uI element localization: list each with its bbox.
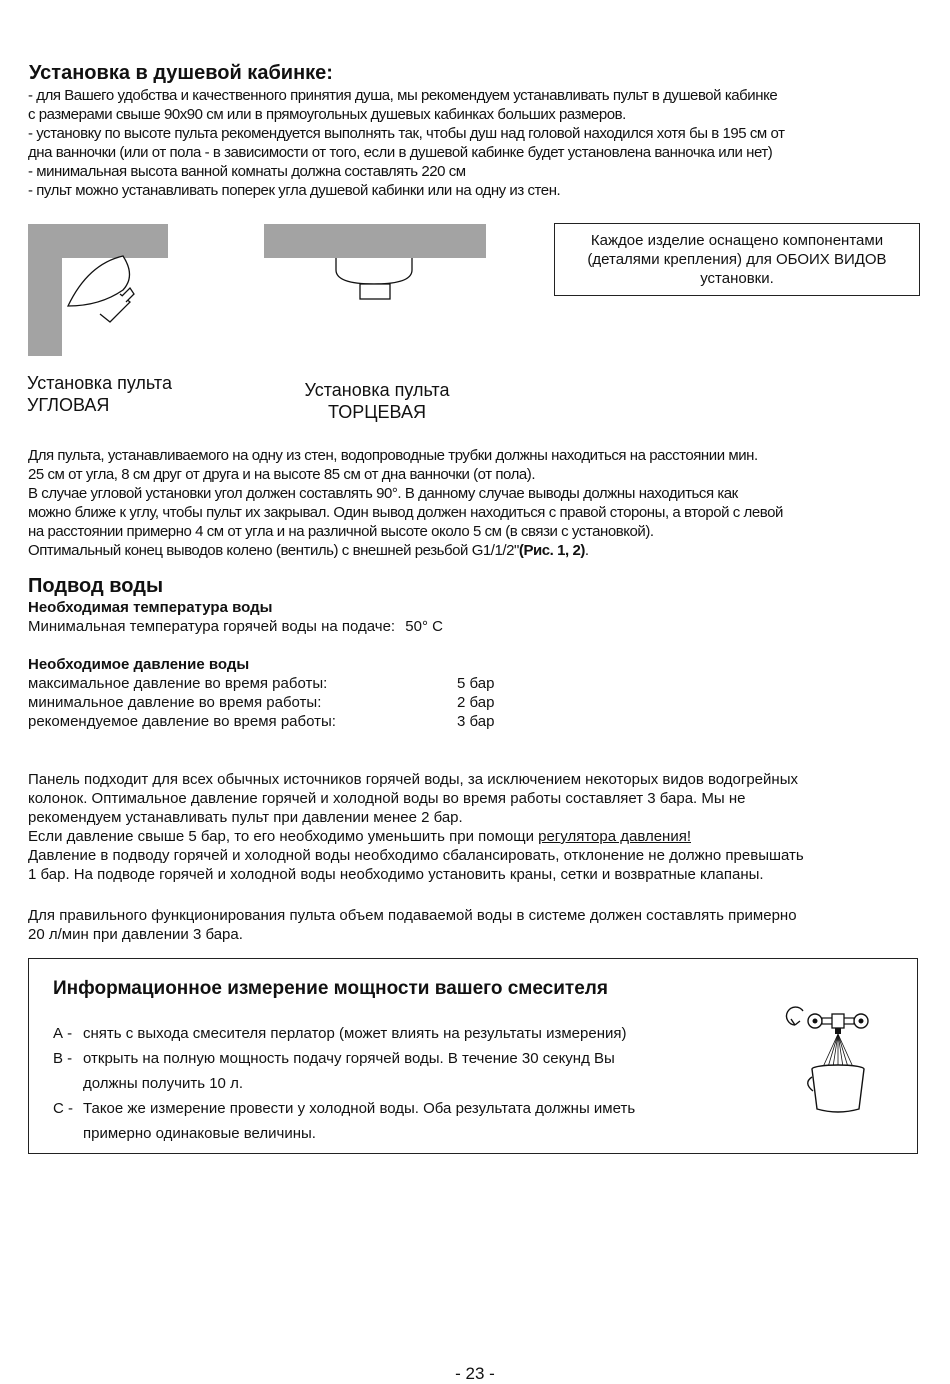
pressure-heading: Необходимое давление воды (28, 656, 250, 673)
table-row (28, 674, 494, 693)
pressure-value: 2 бар (457, 694, 495, 711)
text-line: колонок. Оптимальное давление горячей и холодной воды во время работы составляет 3 бара. Мы не (28, 790, 746, 807)
text-line: рекомендуем устанавливать пульт при давлении менее 2 бар. (28, 809, 463, 826)
text-line: - пульт можно устанавливать поперек угла душевой кабинки или на одну из стен. (28, 182, 561, 199)
section4-text (28, 906, 797, 944)
note-line: установки. (700, 270, 774, 287)
text-line: 20 л/мин при давлении 3 бара. (28, 926, 243, 943)
pressure-label: максимальное давление во время работы: (28, 675, 328, 692)
text-line: - установку по высоте пульта рекомендуется выполнять так, чтобы душ над головой находился хотя бы в 195 см от (28, 125, 785, 142)
period: . (584, 542, 589, 559)
step-marker: В - (53, 1050, 73, 1067)
page-number: - 23 - (455, 1364, 495, 1383)
outlet-text: Оптимальный конец выводов колено (вентиль) с внешней резьбой G1/1/2" (28, 542, 519, 559)
caption-line: Установка пульта (27, 373, 172, 393)
mounting-parts-note (554, 223, 920, 296)
step-text-cont: примерно одинаковые величины. (83, 1125, 316, 1142)
step-marker: С - (53, 1100, 73, 1117)
text-line (28, 827, 920, 846)
text-line: можно ближе к углу, чтобы пульт их закрывал. Один вывод должен находиться с правой стороны, а второй с левой (28, 504, 783, 521)
text-line: В случае угловой установки угол должен составлять 90°. В данному случае выводы должны находиться как (28, 485, 738, 502)
text-line: - для Вашего удобства и качественного принятия душа, мы рекомендуем устанавливать пульт в душевой кабинке (28, 87, 778, 104)
end-caption (296, 379, 458, 423)
corner-installation-figure (28, 224, 170, 358)
text-line-last (28, 541, 783, 560)
pressure-value: 5 бар (457, 675, 495, 692)
regulator-text: Если давление свыше 5 бар, то его необходимо уменьшить при помощи (28, 828, 539, 845)
section-title-water-supply: Подвод воды (28, 575, 164, 597)
text-line: Для правильного функционирования пульта объем подаваемой воды в системе должен составлять примерно (28, 907, 797, 924)
step-text: открыть на полную мощность подачу горячей воды. В течение 30 секунд Вы (83, 1050, 615, 1067)
end-mixer-icon (336, 258, 412, 299)
table-row (28, 712, 494, 731)
section1-text (28, 86, 785, 200)
text-line: 25 см от угла, 8 см друг от друга и на высоте 85 см от дна ванночки (от пола). (28, 466, 536, 483)
step-marker: А - (53, 1025, 73, 1042)
temperature-label: Минимальная температура горячей воды на подаче: (28, 618, 396, 635)
table-row (28, 693, 494, 712)
section3-text (28, 770, 920, 884)
section-title-shower-installation: Установка в душевой кабинке: (29, 62, 333, 84)
mixer-bucket-icon (785, 997, 879, 1117)
temperature-value: 50° C (405, 618, 443, 635)
step-text: Такое же измерение провести у холодной воды. Оба результата должны иметь (83, 1100, 636, 1117)
pressure-value: 3 бар (457, 713, 495, 730)
wall-shape (264, 224, 486, 258)
caption-line: Установка пульта (304, 380, 450, 400)
text-line: Давление в подводу горячей и холодной воды необходимо сбалансировать, отклонение не должно превышать (28, 847, 804, 864)
step-text: снять с выхода смесителя перлатор (может влиять на результаты измерения) (83, 1025, 627, 1042)
text-line: Панель подходит для всех обычных источников горячей воды, за исключением некоторых видов водогрейных (28, 771, 798, 788)
step-text-cont: должны получить 10 л. (83, 1075, 243, 1092)
text-line: на расстоянии примерно 4 см от угла и на различной высоте около 5 см (в связи с установкой). (28, 523, 654, 540)
text-line: 1 бар. На подводе горячей и холодной воды необходимо установить краны, сетки и возвратные клапаны. (28, 866, 764, 883)
text-line: - минимальная высота ванной комнаты должна составлять 220 см (28, 163, 466, 180)
text-line: Для пульта, устанавливаемого на одну из стен, водопроводные трубки должны находиться на расстоянии мин. (28, 447, 758, 464)
caption-line: УГЛОВАЯ (27, 395, 110, 415)
figure-reference: (Рис. 1, 2) (518, 542, 585, 559)
temperature-row (28, 617, 443, 636)
corner-caption (27, 372, 172, 416)
end-installation-figure (264, 224, 488, 302)
text-line: дна ванночки (или от пола - в зависимости от того, если в душевой кабинке будет установлена ванночка или нет) (28, 144, 773, 161)
section2-text (28, 446, 783, 560)
text-line: с размерами свыше 90х90 см или в прямоугольных душевых кабинках больших размеров. (28, 106, 626, 123)
pressure-label: рекомендуемое давление во время работы: (28, 713, 336, 730)
flow-measurement-box (28, 958, 918, 1154)
note-line: (деталями крепления) для ОБОИХ ВИДОВ (587, 251, 887, 268)
corner-mixer-icon (68, 256, 134, 322)
pressure-table (28, 674, 494, 731)
temperature-heading: Необходимая температура воды (28, 599, 273, 616)
pressure-label: минимальное давление во время работы: (28, 694, 322, 711)
pressure-regulator-link[interactable]: регулятора давления! (538, 828, 691, 845)
infobox-title: Информационное измерение мощности вашего смесителя (53, 978, 608, 999)
note-line: Каждое изделие оснащено компонентами (590, 232, 884, 249)
caption-line: ТОРЦЕВАЯ (328, 402, 426, 422)
